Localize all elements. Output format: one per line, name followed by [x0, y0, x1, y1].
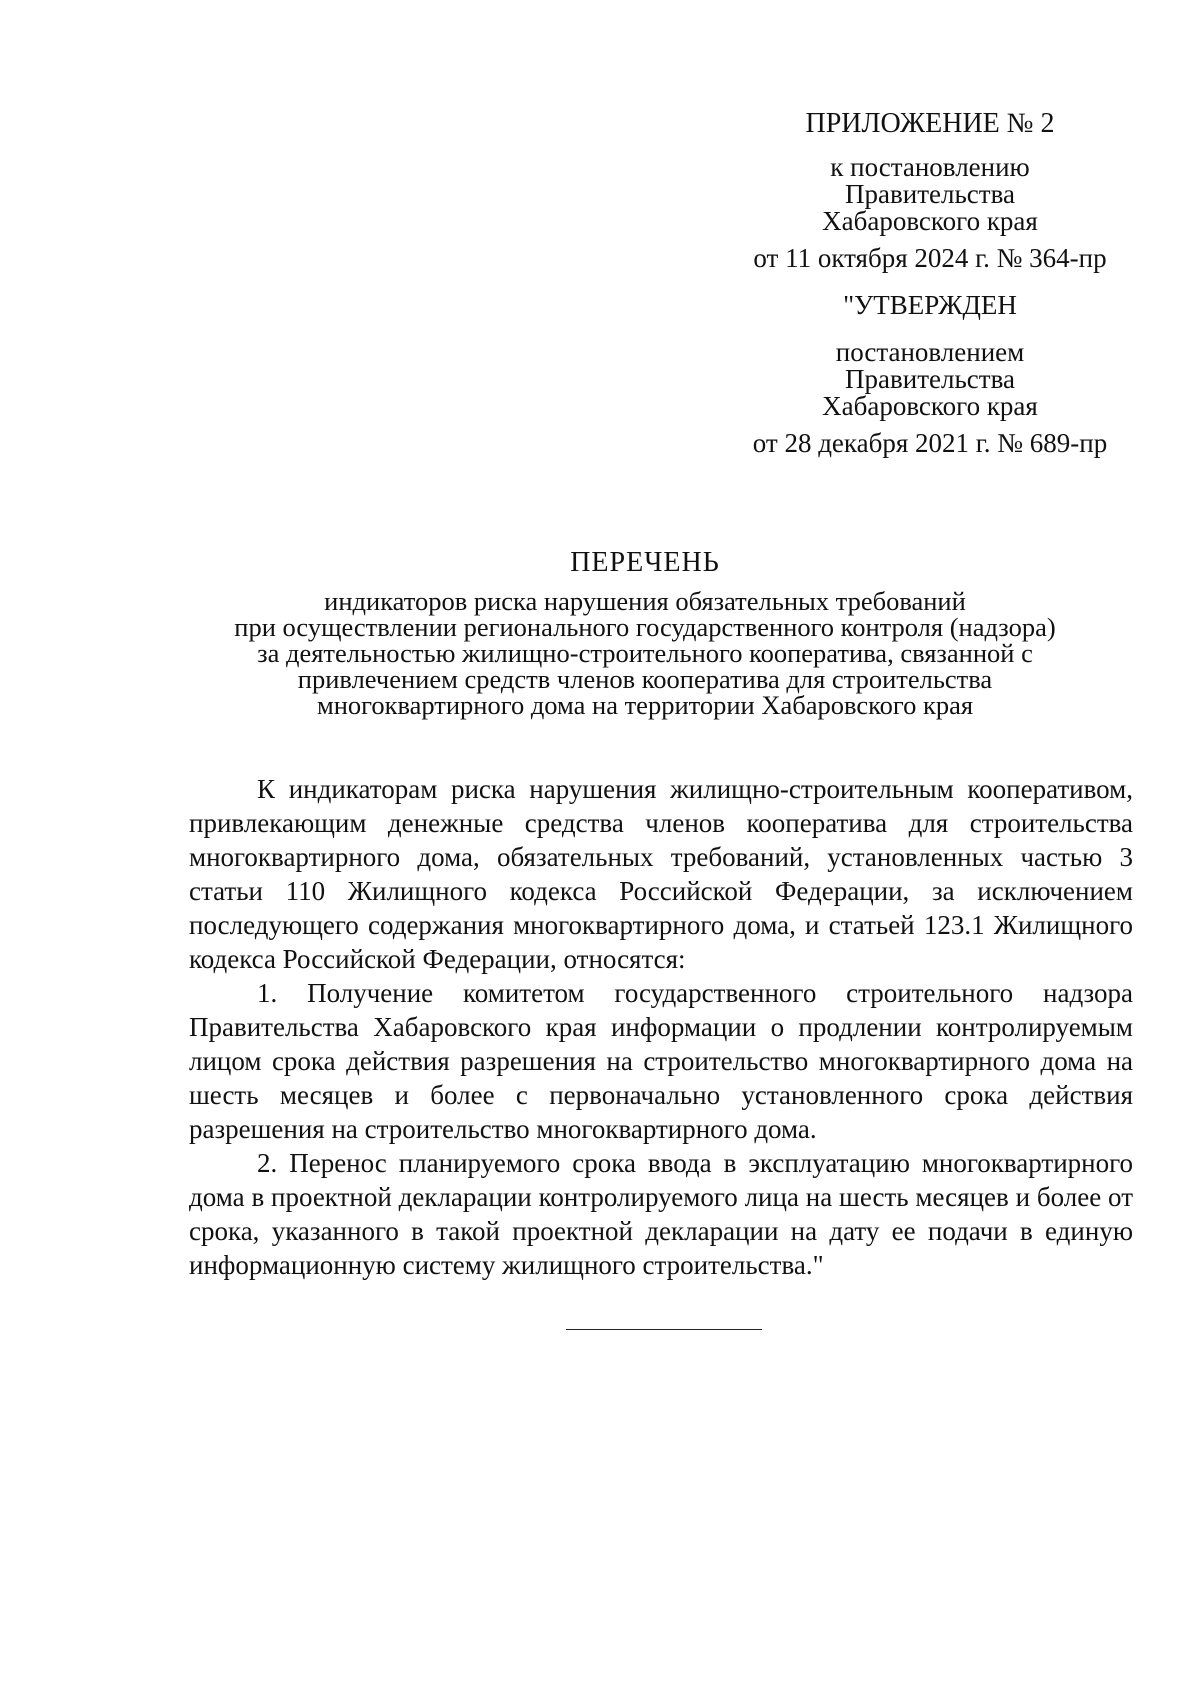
approved-date-number: от 28 декабря 2021 г. № 689-пр	[752, 428, 1108, 458]
appendix-stamp	[730, 110, 1130, 457]
approved-line-1: постановлением	[835, 337, 1025, 367]
document-body	[189, 772, 1133, 1282]
document-title-block	[150, 548, 1140, 718]
appendix-date-number: от 11 октября 2024 г. № 364-пр	[753, 243, 1107, 273]
appendix-line-3: Хабаровского края	[822, 206, 1038, 236]
subtitle-line-3: за деятельностью жилищно-строительного кооператива, связанной с	[257, 638, 1033, 668]
indicator-item-2: 2. Перенос планируемого срока ввода в эксплуатацию многоквартирного дома в проектной декларации контролируемого лица на шесть месяцев и более от срока, указанного в такой проектной декларации на дату ее подачи в единую информационную систему жилищного строительства."	[189, 1148, 1133, 1280]
appendix-line-2: Правительства	[845, 179, 1015, 209]
approved-heading: "УТВЕРЖДЕН	[843, 290, 1017, 320]
subtitle-line-4: привлечением средств членов кооператива для строительства	[297, 664, 993, 694]
indicator-item-1: 1. Получение комитетом государственного строительного надзора Правительства Хабаровского края информации о продлении контролируемым лицом срока действия разрешения на строительство многоквартирного дома на шесть месяцев и более с первоначально установленного срока действия разрешения на строительство многоквартирного дома.	[189, 978, 1133, 1144]
appendix-line-1: к постановлению	[830, 152, 1030, 182]
intro-paragraph: К индикаторам риска нарушения жилищно-строительным кооперативом, привлекающим денежные средства членов кооператива для строительства многоквартирного дома, обязательных требований, установленных частью 3 статьи 110 Жилищного кодекса Российской Федерации, за исключением последующего содержания многоквартирного дома, и статьей 123.1 Жилищного кодекса Российской Федерации, относятся:	[189, 774, 1133, 974]
end-separator-line	[566, 1329, 762, 1330]
subtitle-line-2: при осуществлении регионального государственного контроля (надзора)	[234, 612, 1056, 642]
approved-line-2: Правительства	[845, 364, 1015, 394]
subtitle-line-5: многоквартирного дома на территории Хабаровского края	[316, 690, 974, 720]
approved-line-3: Хабаровского края	[822, 391, 1038, 421]
document-title: ПЕРЕЧЕНЬ	[570, 547, 720, 578]
appendix-heading: ПРИЛОЖЕНИЕ № 2	[805, 108, 1055, 139]
subtitle-line-1: индикаторов риска нарушения обязательных требований	[324, 586, 966, 616]
